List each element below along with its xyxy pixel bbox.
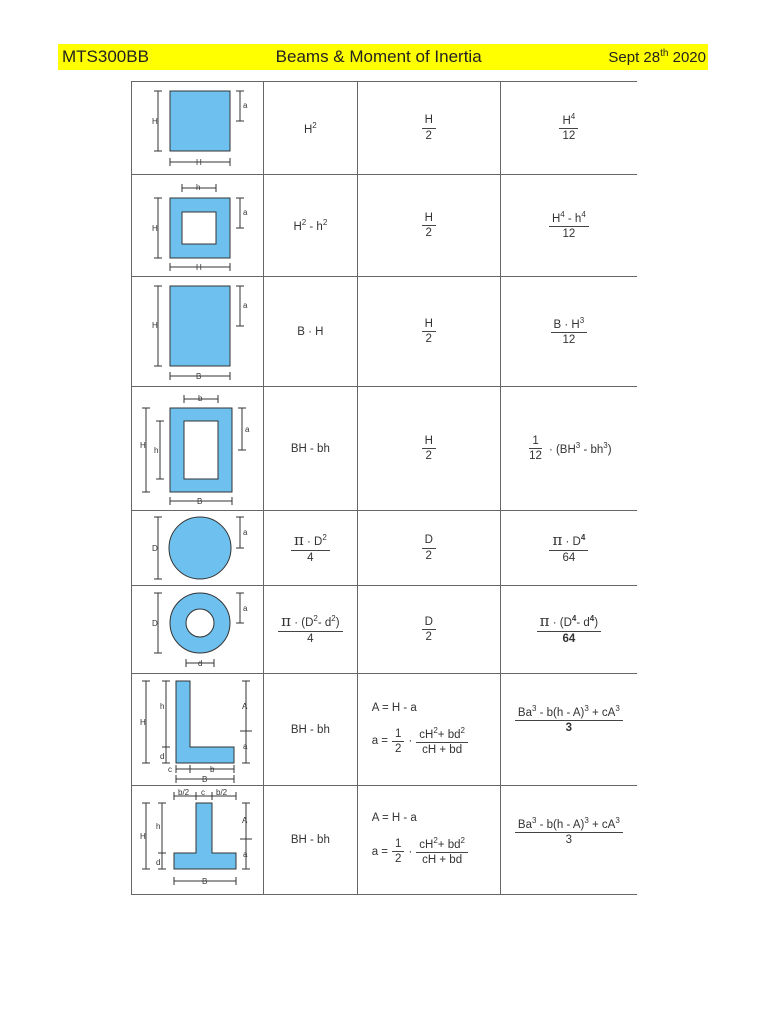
svg-text:a: a <box>243 101 248 110</box>
svg-text:H: H <box>140 717 146 727</box>
area-cell: $H^2 - h^2$ <box>264 175 358 277</box>
inertia-cell: $\frac{H^4}{12}$ <box>500 82 637 175</box>
table-row <box>132 387 638 511</box>
svg-text:H: H <box>140 440 146 450</box>
svg-text:h: h <box>156 821 161 831</box>
axis-cell: A = H - a a = $\frac{1}{2}$ · $\frac{cH^2+ bd^2}{cH + bd}$ <box>357 674 500 786</box>
axis-cell: $\frac{H}{2}$ <box>357 175 500 277</box>
formula-table <box>131 81 637 895</box>
shape-cell <box>132 511 264 586</box>
solid-square-diagram <box>132 82 263 174</box>
svg-text:c: c <box>201 787 205 797</box>
svg-text:b: b <box>198 393 203 403</box>
svg-text:H: H <box>196 262 202 272</box>
svg-text:a: a <box>243 300 248 310</box>
inertia-cell: $\frac{H^4 - h^4}{12}$ <box>500 175 637 277</box>
svg-text:d: d <box>156 857 161 867</box>
hollow-circle-diagram <box>132 587 263 673</box>
svg-text:A: A <box>242 815 248 825</box>
svg-text:H: H <box>196 158 202 167</box>
svg-text:a: a <box>243 207 248 217</box>
shape-cell <box>132 674 264 786</box>
svg-text:b/2: b/2 <box>178 787 190 797</box>
hollow-rectangle-diagram <box>132 388 263 510</box>
course-code: MTS300BB <box>62 47 149 66</box>
table-row <box>132 786 638 895</box>
area-cell: $\frac{\pi \cdot D^2}{4}$ <box>264 511 358 586</box>
svg-text:A: A <box>242 701 248 711</box>
svg-text:H: H <box>152 320 158 330</box>
svg-text:a: a <box>243 741 248 751</box>
svg-text:B: B <box>202 774 208 784</box>
svg-text:c: c <box>168 764 172 774</box>
svg-text:d: d <box>160 751 165 761</box>
axis-cell: $\frac{D}{2}$ <box>357 511 500 586</box>
inertia-cell: $\frac{Ba^3 - b(h - A)^3 + cA^3}{3}$ <box>500 674 637 786</box>
t-section-diagram <box>132 787 263 894</box>
shape-cell <box>132 277 264 387</box>
l-section-diagram <box>132 675 263 785</box>
inertia-cell: $\frac{\pi \cdot (D^4- d^4)}{64}$ <box>500 586 637 674</box>
svg-text:H: H <box>152 117 158 126</box>
table-row <box>132 674 638 786</box>
inertia-cell: $\frac{Ba^3 - b(h - A)^3 + cA^3}{3}$ <box>500 786 637 895</box>
svg-text:b/2: b/2 <box>216 787 228 797</box>
area-cell: BH - bh <box>264 786 358 895</box>
axis-cell: $\frac{D}{2}$ <box>357 586 500 674</box>
area-cell: BH - bh <box>264 387 358 511</box>
svg-text:D: D <box>152 618 158 628</box>
svg-text:h: h <box>154 445 159 455</box>
svg-text:D: D <box>152 544 158 553</box>
svg-text:H: H <box>140 831 146 841</box>
inertia-cell: $\frac{B \cdot H^3}{12}$ <box>500 277 637 387</box>
area-cell: BH - bh <box>264 674 358 786</box>
inertia-cell: $\frac{1}{12}$ · $(BH^3 - bh^3)$ <box>500 387 637 511</box>
axis-cell: $\frac{H}{2}$ <box>357 387 500 511</box>
table-row <box>132 277 638 387</box>
shape-cell <box>132 175 264 277</box>
svg-text:H: H <box>152 223 158 233</box>
shape-cell <box>132 82 264 175</box>
svg-text:a: a <box>245 424 250 434</box>
svg-text:B: B <box>202 876 208 886</box>
area-cell: $H^2$ <box>264 82 358 175</box>
shape-cell <box>132 586 264 674</box>
table-row <box>132 82 638 175</box>
svg-text:d: d <box>198 658 203 668</box>
svg-text:h: h <box>196 182 201 192</box>
svg-text:B: B <box>197 496 203 506</box>
axis-cell: $\frac{H}{2}$ <box>357 82 500 175</box>
solid-rectangle-diagram <box>132 278 263 386</box>
page-title: Beams & Moment of Inertia <box>275 47 482 66</box>
svg-text:h: h <box>160 701 165 711</box>
table-row <box>132 175 638 277</box>
date: Sept 28th 2020 <box>608 48 706 66</box>
axis-cell: $\frac{H}{2}$ <box>357 277 500 387</box>
svg-text:B: B <box>196 371 202 381</box>
svg-text:b: b <box>210 764 215 774</box>
svg-text:a: a <box>243 603 248 613</box>
inertia-cell: $\frac{\pi \cdot D^4}{64}$ <box>500 511 637 586</box>
area-cell: B · H <box>264 277 358 387</box>
solid-circle-diagram <box>132 511 263 585</box>
table-row <box>132 586 638 674</box>
shape-cell <box>132 387 264 511</box>
page-header <box>58 44 708 70</box>
table-row <box>132 511 638 586</box>
hollow-square-diagram <box>132 176 263 276</box>
area-cell: $\frac{\pi \cdot (D^2- d^2)}{4}$ <box>264 586 358 674</box>
svg-text:a: a <box>243 528 248 537</box>
axis-cell: A = H - a a = $\frac{1}{2}$ · $\frac{cH^2+ bd^2}{cH + bd}$ <box>357 786 500 895</box>
shape-cell <box>132 786 264 895</box>
svg-text:a: a <box>243 849 248 859</box>
